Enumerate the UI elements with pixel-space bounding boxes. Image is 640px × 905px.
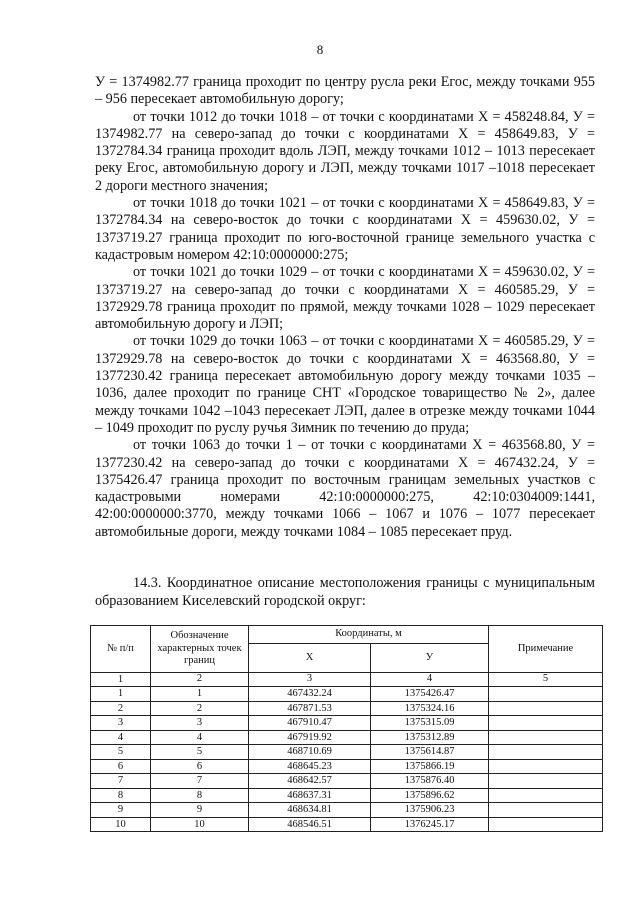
header-y: У <box>371 644 489 673</box>
row-number: 10 <box>91 817 151 832</box>
row-number: 6 <box>91 759 151 774</box>
note-cell <box>489 774 603 789</box>
table-row <box>91 759 603 774</box>
note-cell <box>489 701 603 716</box>
note-cell <box>489 759 603 774</box>
table-row <box>91 701 603 716</box>
x-coordinate: 467910.47 <box>249 716 371 731</box>
table-row <box>91 730 603 745</box>
column-number: 1 <box>91 673 151 687</box>
row-number: 3 <box>91 716 151 731</box>
note-cell <box>489 730 603 745</box>
y-coordinate: 1375614.87 <box>371 745 489 760</box>
note-cell <box>489 745 603 760</box>
table-row <box>91 716 603 731</box>
point-id: 5 <box>151 745 249 760</box>
header-num: № п/п <box>91 626 151 673</box>
table-row <box>91 774 603 789</box>
y-coordinate: 1375315.09 <box>371 716 489 731</box>
note-cell <box>489 716 603 731</box>
note-cell <box>489 803 603 818</box>
point-id: 2 <box>151 701 249 716</box>
paragraph: от точки 1018 до точки 1021 – от точки с координатами Х = 458649.83, У = 1372784.34 на северо-восток до точки с координатами Х = 459630.02, У = 1373719.27 граница проходит по юго-восточной границе земельного участка с кадастровым номером 42:10:0000000:275; <box>95 195 595 263</box>
point-id: 9 <box>151 803 249 818</box>
table-row <box>91 788 603 803</box>
x-coordinate: 467919.92 <box>249 730 371 745</box>
y-coordinate: 1376245.17 <box>371 817 489 832</box>
x-coordinate: 468637.31 <box>249 788 371 803</box>
paragraph: У = 1374982.77 граница проходит по центру русла реки Егос, между точками 955 – 956 пересекает автомобильную дорогу; <box>95 74 595 108</box>
boundary-description <box>95 74 595 541</box>
coordinates-table <box>90 625 603 832</box>
column-number: 2 <box>151 673 249 687</box>
header-designation: Обозначение характерных точек границ <box>151 626 249 673</box>
point-id: 4 <box>151 730 249 745</box>
point-id: 1 <box>151 687 249 702</box>
y-coordinate: 1375324.16 <box>371 701 489 716</box>
x-coordinate: 468710.69 <box>249 745 371 760</box>
y-coordinate: 1375876.40 <box>371 774 489 789</box>
note-cell <box>489 687 603 702</box>
row-number: 2 <box>91 701 151 716</box>
x-coordinate: 468642.57 <box>249 774 371 789</box>
x-coordinate: 468634.81 <box>249 803 371 818</box>
paragraph: от точки 1029 до точки 1063 – от точки с координатами Х = 460585.29, У = 1372929.78 на северо-восток до точки с координатами Х = 463568.80, У = 1377230.42 граница пересекает автомобильную дорогу между точками 1035 – 1036, далее проходит по границе СНТ «Городское товарищество № 2», далее между точками 1042 –1043 пересекает ЛЭП, далее в отрезке между точками 1044 – 1049 проходит по руслу ручья Зимник по течению до пруда; <box>95 333 595 436</box>
column-number: 4 <box>371 673 489 687</box>
y-coordinate: 1375426.47 <box>371 687 489 702</box>
column-number: 3 <box>249 673 371 687</box>
x-coordinate: 467432.24 <box>249 687 371 702</box>
page-number: 8 <box>316 42 324 57</box>
row-number: 1 <box>91 687 151 702</box>
paragraph: от точки 1021 до точки 1029 – от точки с координатами Х = 459630.02, У = 1373719.27 на северо-запад до точки с координатами Х = 460585.29, У = 1372929.78 граница проходит по прямой, между точками 1028 – 1029 пересекает автомобильную дорогу и ЛЭП; <box>95 264 595 333</box>
point-id: 3 <box>151 716 249 731</box>
note-cell <box>489 788 603 803</box>
point-id: 6 <box>151 759 249 774</box>
x-coordinate: 468546.51 <box>249 817 371 832</box>
table-body <box>91 687 603 832</box>
x-coordinate: 467871.53 <box>249 701 371 716</box>
point-id: 10 <box>151 817 249 832</box>
row-number: 8 <box>91 788 151 803</box>
y-coordinate: 1375896.62 <box>371 788 489 803</box>
y-coordinate: 1375866.19 <box>371 759 489 774</box>
row-number: 4 <box>91 730 151 745</box>
y-coordinate: 1375312.89 <box>371 730 489 745</box>
row-number: 9 <box>91 803 151 818</box>
point-id: 7 <box>151 774 249 789</box>
y-coordinate: 1375906.23 <box>371 803 489 818</box>
table-row <box>91 803 603 818</box>
point-id: 8 <box>151 788 249 803</box>
paragraph: от точки 1063 до точки 1 – от точки с координатами Х = 463568.80, У = 1377230.42 на северо-запад до точки с координатами Х = 467432.24, У = 1375426.47 граница проходит по восточным границам земельных участков с кадастровыми номерами 42:10:0000000:275, 42:10:0304009:1441, 42:00:0000000:3770, между точками 1066 – 1067 и 1076 – 1077 пересекает автомобильные дороги, между точками 1084 – 1085 пересекает пруд. <box>95 437 595 540</box>
note-cell <box>489 817 603 832</box>
row-number: 7 <box>91 774 151 789</box>
table-row <box>91 745 603 760</box>
header-note: Примечание <box>489 626 603 673</box>
column-number: 5 <box>489 673 603 687</box>
table-row <box>91 687 603 702</box>
paragraph: от точки 1012 до точки 1018 – от точки с координатами Х = 458248.84, У = 1374982.77 на северо-запад до точки с координатами Х = 458649.83, У = 1372784.34 граница проходит вдоль ЛЭП, между точками 1012 – 1013 пересекает реку Егос, автомобильную дорогу и ЛЭП, между точками 1017 –1018 пересекает 2 дороги местного значения; <box>95 108 595 194</box>
row-number: 5 <box>91 745 151 760</box>
x-coordinate: 468645.23 <box>249 759 371 774</box>
section-heading: 14.3. Координатное описание местоположения границы с муниципальным образованием Киселевский городской округ: <box>95 575 595 609</box>
header-x: Х <box>249 644 371 673</box>
header-coordinates: Координаты, м <box>249 626 489 644</box>
table-row <box>91 817 603 832</box>
